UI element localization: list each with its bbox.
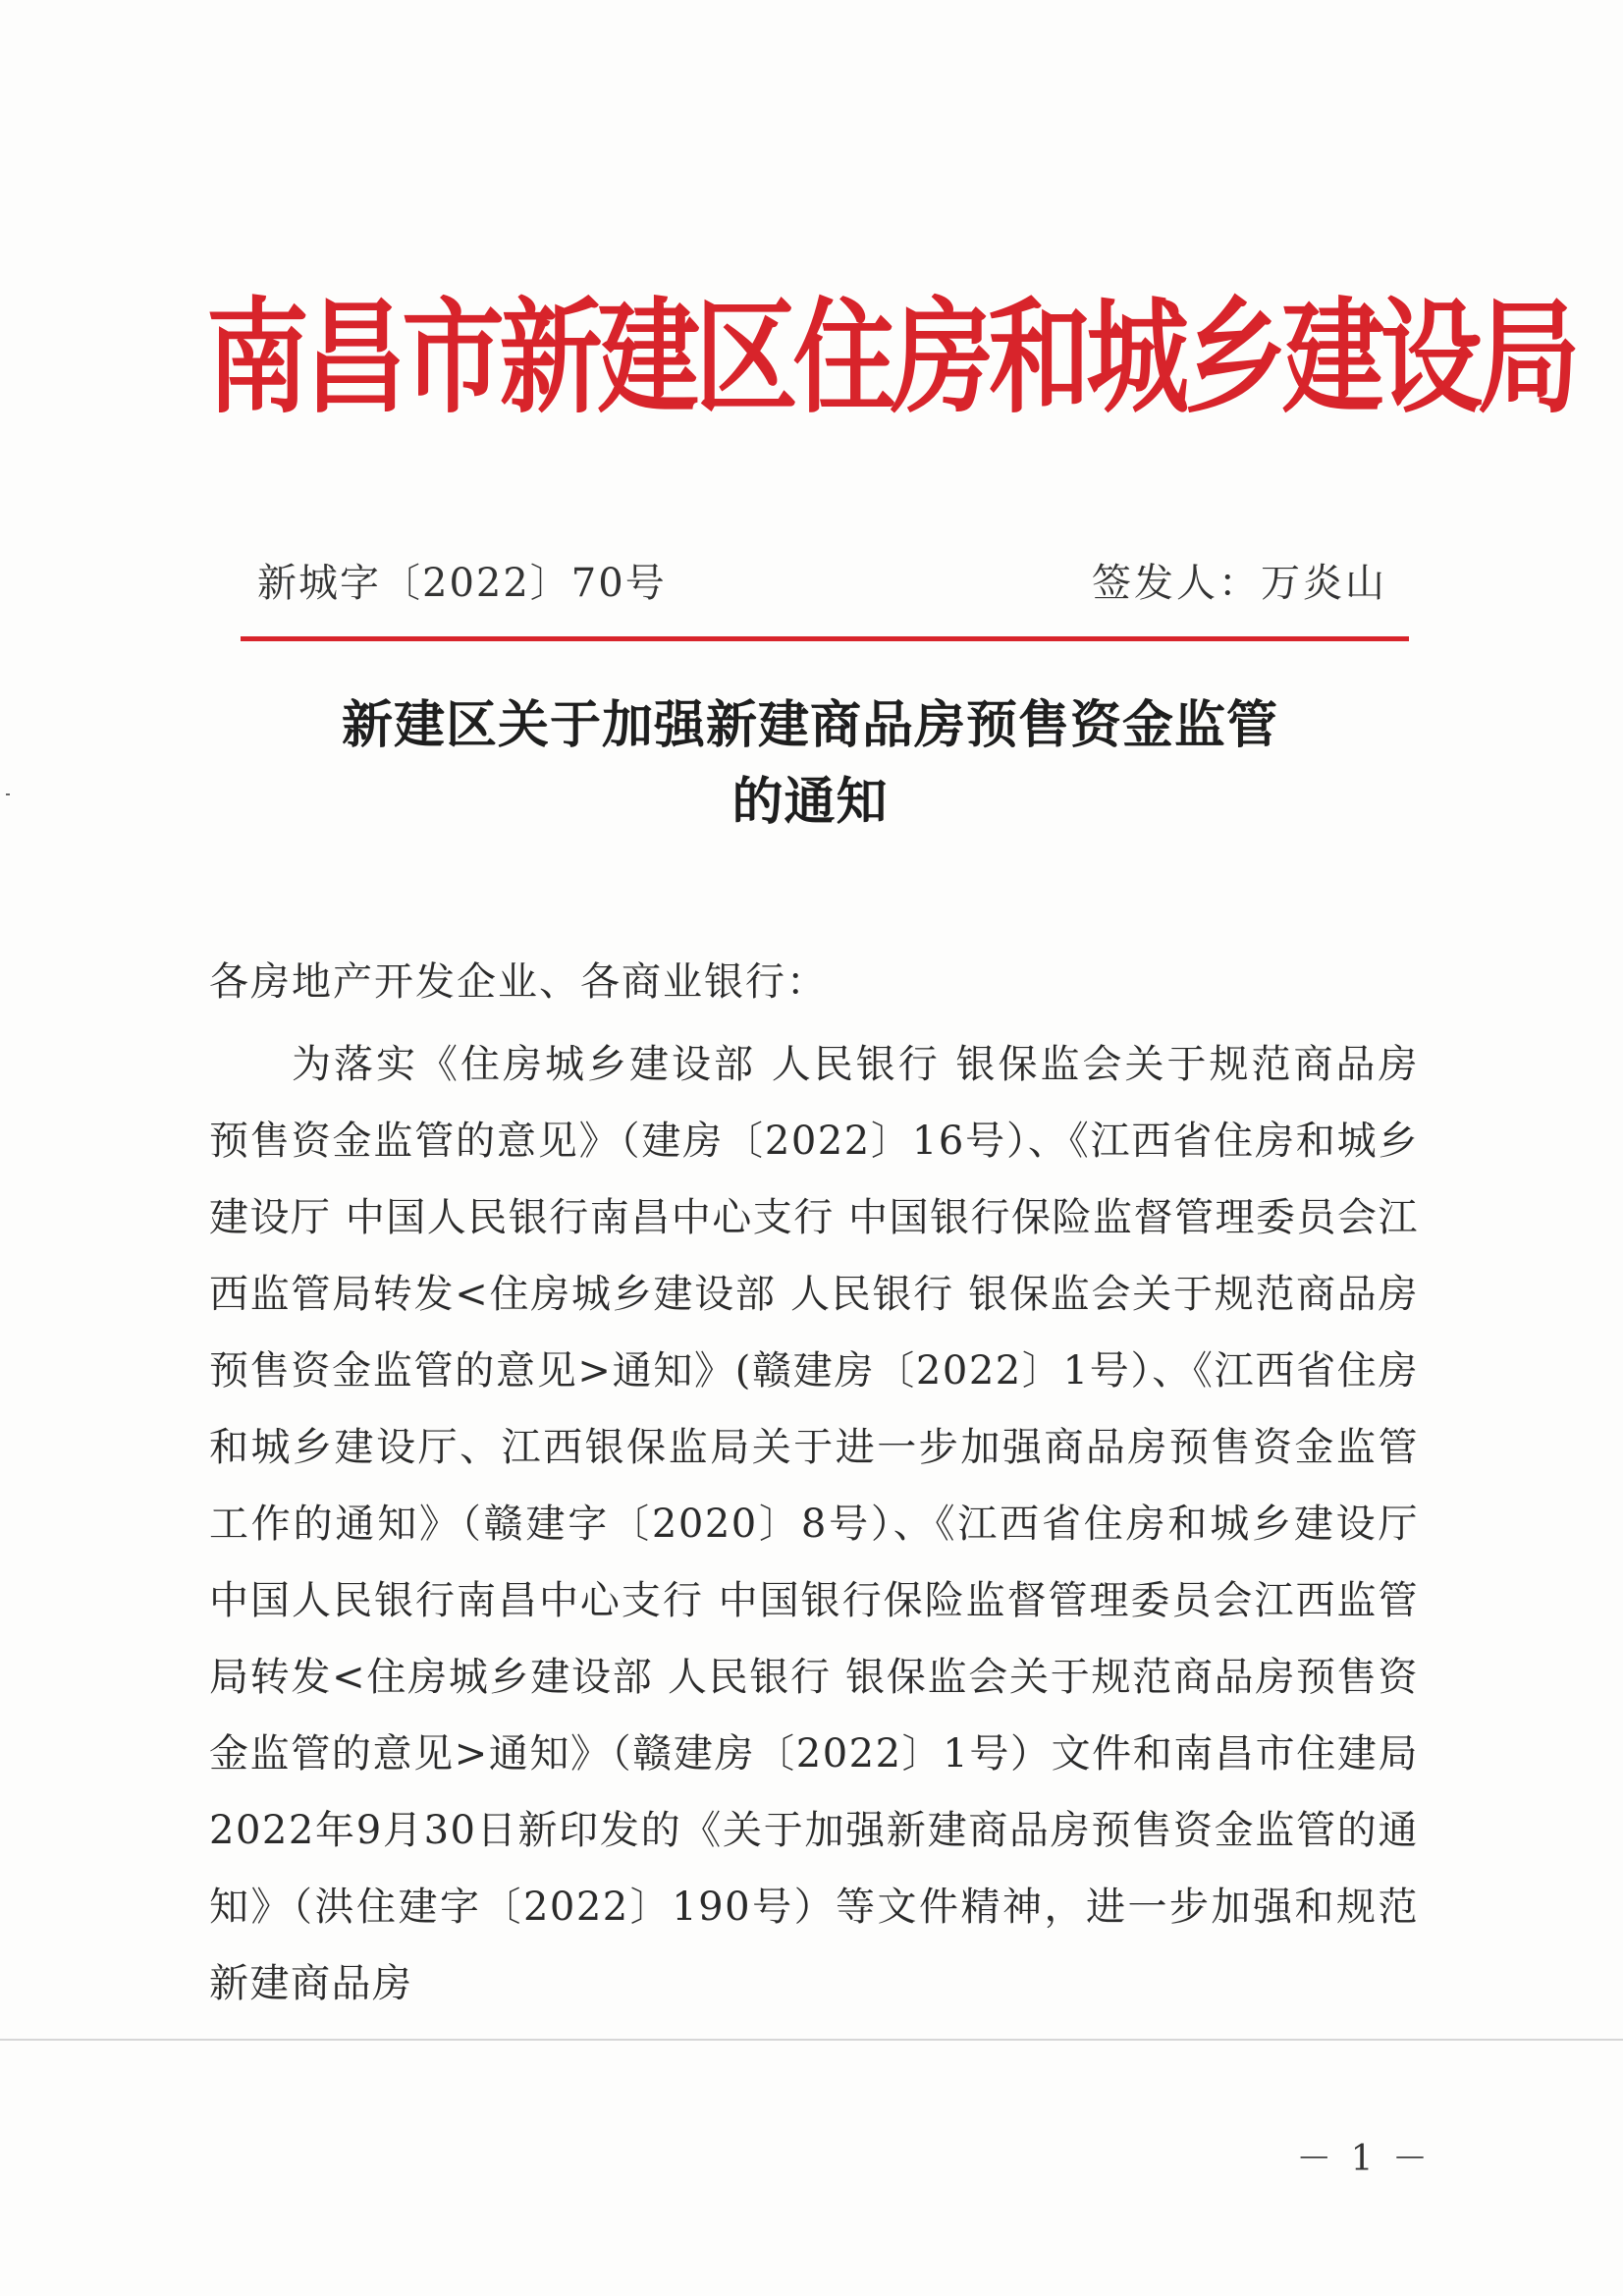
title-line-2: 的通知 [731,772,889,832]
agency-header: 南昌市新建区住房和城乡建设局 [206,286,1576,430]
page-bottom-edge [0,2039,1623,2041]
title-line-1: 新建区关于加强新建商品房预售资金监管 [341,695,1278,755]
scan-artifact [6,793,10,795]
document-title [206,687,1414,841]
salutation: 各房地产开发企业、各商业银行： [209,959,828,1005]
issuer-signature: 签发人：万炎山 [1092,561,1387,606]
document-number: 新城字〔2022〕70号 [257,561,667,606]
page-number: － 1 － [1296,2139,1432,2179]
red-separator-line [241,636,1409,641]
body-paragraph: 为落实《住房城乡建设部 人民银行 银保监会关于规范商品房预售资金监管的意见》（建房〔2022〕16号）、《江西省住房和城乡建设厅 中国人民银行南昌中心支行 中国银行保险监督管理委员会江西监管局转发<住房城乡建设部 人民银行 银保监会关于规范商品房预售资金监管的意见>通知》(赣建房〔2022〕1号）、《江西省住房和城乡建设厅、江西银保监局关于进一步加强商品房预售资金监管工作的通知》（赣建字〔2020〕8号）、《江西省住房和城乡建设厅 中国人民银行南昌中心支行 中国银行保险监督管理委员会江西监管局转发<住房城乡建设部 人民银行 银保监会关于规范商品房预售资金监管的意见>通知》（赣建房〔2022〕1号）文件和南昌市住建局2022年9月30日新印发的《关于加强新建商品房预售资金监管的通知》（洪住建字〔2022〕190号）等文件精神，进一步加强和规范新建商品房 [209,1042,1419,2006]
